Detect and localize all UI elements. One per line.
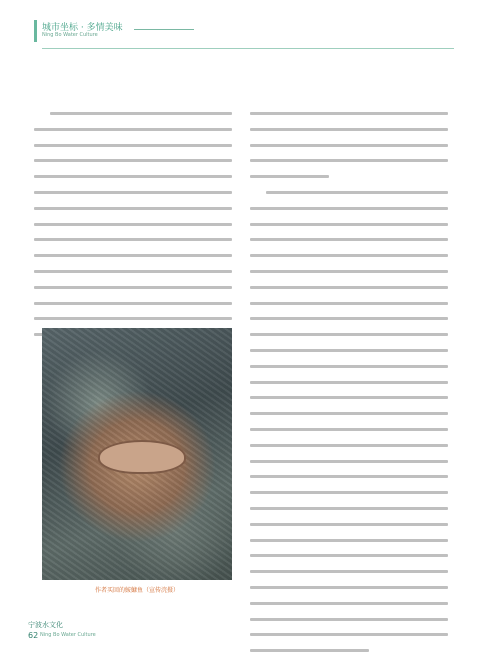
text-line (250, 112, 448, 115)
text-line (34, 302, 232, 305)
text-line (250, 207, 448, 210)
text-line (250, 238, 448, 241)
text-line (34, 159, 232, 162)
text-line (250, 412, 448, 415)
text-line (34, 286, 232, 289)
text-line (250, 333, 448, 336)
text-line (250, 223, 448, 226)
text-line (250, 175, 329, 178)
text-line (250, 286, 448, 289)
text-line (34, 254, 232, 257)
text-line (250, 302, 448, 305)
header-accent-bar (34, 20, 37, 42)
text-line (34, 207, 232, 210)
text-line (34, 128, 232, 131)
text-line (250, 618, 448, 621)
text-line (266, 191, 448, 194)
text-line (250, 270, 448, 273)
anglerfish-mouth (98, 440, 186, 474)
article-column-right (250, 112, 448, 632)
text-line (34, 317, 232, 320)
text-line (250, 602, 448, 605)
section-subtitle: Ning Bo Water Culture (42, 32, 98, 38)
text-line (250, 633, 448, 636)
text-line (250, 144, 448, 147)
page-footer (28, 620, 188, 644)
text-line (250, 570, 448, 573)
text-line (250, 586, 448, 589)
article-column-left (34, 112, 232, 322)
text-line (250, 475, 448, 478)
text-line (250, 523, 448, 526)
anglerfish-photo (42, 328, 232, 580)
header-title-rule (134, 29, 194, 30)
header-divider (42, 48, 454, 49)
text-line (250, 554, 448, 557)
section-title: 城市坐标 · 多情美味 (42, 23, 123, 33)
text-line (250, 491, 448, 494)
text-line (250, 317, 448, 320)
text-line (250, 444, 448, 447)
text-line (50, 112, 232, 115)
text-line (34, 144, 232, 147)
text-line (250, 365, 448, 368)
magazine-title: 宁波水文化 (28, 621, 63, 629)
text-line (250, 539, 448, 542)
text-line (34, 238, 232, 241)
text-line (250, 507, 448, 510)
text-line (250, 460, 448, 463)
text-line (34, 270, 232, 273)
text-line (250, 159, 448, 162)
photo-caption: 作者买回的鮟鱇鱼（宣传浣摄） (94, 587, 179, 594)
text-line (34, 223, 232, 226)
text-line (250, 128, 448, 131)
text-line (250, 381, 448, 384)
text-line (250, 428, 448, 431)
text-line (250, 254, 448, 257)
magazine-subtitle: Ning Bo Water Culture (40, 632, 96, 638)
text-line (34, 175, 232, 178)
text-line (34, 191, 232, 194)
page-number: 62 (28, 631, 39, 640)
text-line (250, 396, 448, 399)
page-header (34, 20, 454, 60)
text-line (250, 349, 448, 352)
